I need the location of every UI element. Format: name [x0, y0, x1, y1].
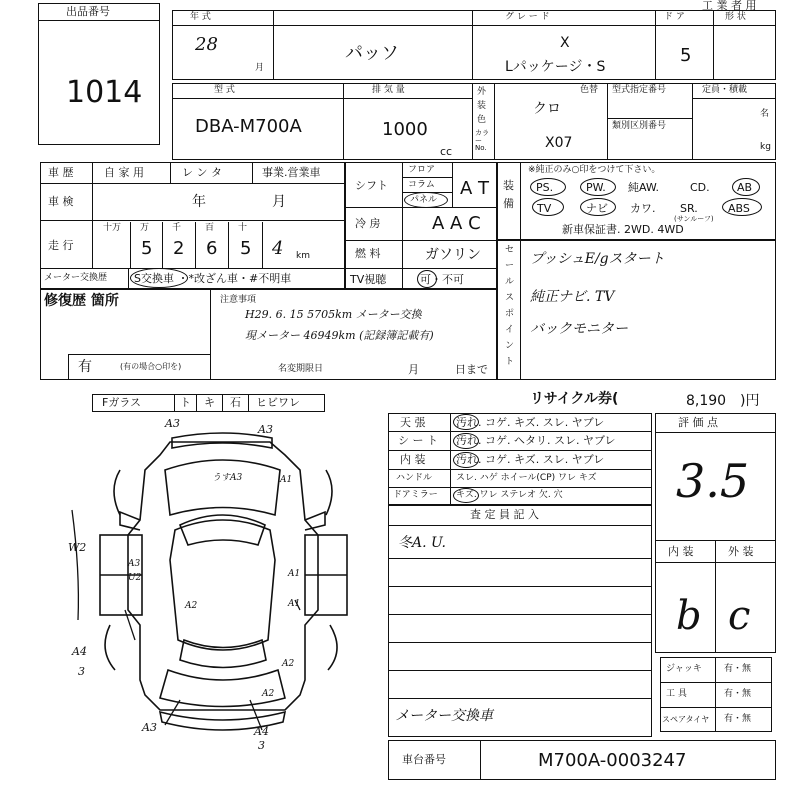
equip-row3: 新車保証書. 2WD. 4WD: [562, 223, 684, 236]
cond-label-interior: 内 装: [400, 453, 426, 466]
mileage-digit-1: 4: [272, 238, 284, 259]
tv-value: 可・不可: [420, 273, 464, 286]
equipment-note: ※純正のみ○印をつけて下さい。: [528, 165, 661, 175]
diagram-mark-front-right: A3: [258, 423, 273, 436]
recycle-label: リサイクル券(: [530, 391, 619, 407]
mileage-unit-10k: 万: [140, 223, 150, 233]
interior-score-label: 内 装: [668, 545, 694, 558]
year-month-unit: 月: [255, 63, 265, 73]
diagram-mark-right-door: A1: [288, 569, 301, 579]
interior-score: b: [676, 593, 702, 639]
mileage-km-unit: km: [296, 251, 310, 261]
displacement-unit: cc: [440, 145, 453, 158]
equipment-char-0: 装: [503, 179, 514, 192]
sales-char-5: イ: [505, 325, 515, 335]
equip-sr: SR.: [680, 202, 698, 215]
cond-value-interior: 汚れ. コゲ. キズ. スレ. ヤブレ: [456, 453, 605, 466]
score-value: 3.5: [676, 454, 750, 508]
meter-history-options: S交換車 ・*改ざん車・#不明車: [134, 272, 292, 285]
history-label: 車 歴: [48, 166, 74, 179]
recycle-amount: 8,190: [686, 393, 727, 409]
repair-value: 有: [78, 359, 92, 375]
equip-leather: カワ.: [630, 202, 656, 215]
diagram-mark-left-door-top: A3: [128, 559, 141, 569]
ac-value: A A C: [432, 213, 481, 234]
notes-label: 注意事項: [220, 295, 257, 305]
equip-ps: PS.: [536, 181, 554, 194]
glass-option-to: ト: [180, 396, 191, 409]
glass-option-stone: 石: [230, 396, 241, 409]
fuel-value: ガソリン: [425, 247, 481, 263]
fuel-label: 燃 料: [355, 247, 381, 260]
sales-line-2: 純正ナビ. TV: [530, 289, 615, 305]
cond-value-seat: 汚れ. コゲ. ヘタリ. スレ. ヤブレ: [456, 434, 616, 447]
door-label: ド ア: [664, 12, 685, 22]
sales-char-2: ル: [505, 277, 515, 287]
name-change-day: 日まで: [455, 363, 488, 376]
equip-aw: 純AW.: [628, 181, 660, 194]
displacement-label: 排 気 量: [372, 85, 405, 95]
name-change-label: 名変期限日: [278, 364, 324, 374]
lot-label: 出品番号: [66, 5, 110, 18]
lot-number: 1014: [66, 75, 143, 110]
grade-label: グ レ ー ド: [505, 12, 550, 22]
repair-label: 修復歴 箇所: [44, 293, 119, 309]
diagram-mark-rear-quarter: A2: [262, 689, 275, 699]
inspection-year: 年: [192, 194, 206, 210]
displacement-value: 1000: [382, 119, 428, 140]
diagram-mark-right-rear-door: A1: [288, 599, 301, 609]
sales-char-0: セ: [505, 245, 515, 255]
equip-cd: CD.: [690, 181, 710, 194]
equipment-char-1: 備: [503, 197, 514, 210]
exterior-color-char-0: 外: [477, 87, 487, 97]
exterior-color-char-1: 装: [477, 101, 487, 111]
diagram-mark-left-rear: A4: [72, 645, 87, 658]
recycle-unit: )円: [740, 393, 760, 409]
exterior-score-label: 外 装: [728, 545, 754, 558]
notes-line-1: H29. 6. 15 5705km メーター交換: [245, 308, 422, 321]
type-designation-label: 型式指定番号: [612, 85, 667, 95]
glass-option-ki: キ: [204, 396, 215, 409]
diagram-mark-rear-right-rank: 3: [258, 739, 265, 752]
history-option-private: 自 家 用: [104, 166, 144, 179]
mileage-unit-1k: 千: [172, 223, 182, 233]
mileage-digit-1k: 2: [173, 238, 185, 259]
mileage-unit-10: 十: [238, 223, 248, 233]
mileage-label: 走 行: [48, 239, 74, 252]
diagram-mark-windshield: W2: [68, 541, 87, 554]
ac-label: 冷 房: [355, 217, 381, 230]
tool-jack-label: ジャッキ: [666, 664, 702, 674]
sales-char-3: ス: [505, 293, 515, 303]
sales-char-1: ー: [505, 261, 515, 271]
cond-label-ceiling: 天 張: [400, 416, 426, 429]
inspector-line-1: 冬A. U.: [398, 535, 446, 551]
history-option-rental: レ ン タ: [182, 166, 222, 179]
tool-kit-label: 工 具: [666, 689, 687, 699]
year-value: 28: [195, 34, 218, 55]
inspection-label: 車 検: [48, 195, 74, 208]
sales-line-1: プッシュE/gスタート: [530, 251, 665, 267]
color-swap-label: 色替: [580, 85, 599, 95]
tool-kit-value: 有・無: [724, 689, 752, 699]
exterior-color-value: クロ: [533, 101, 561, 117]
sales-char-4: ポ: [505, 309, 515, 319]
meter-history-label: メーター交換歴: [44, 273, 108, 283]
diagram-mark-front-left: A3: [165, 417, 180, 430]
mileage-digit-10k: 5: [141, 238, 153, 259]
shift-label: シフト: [355, 179, 388, 192]
type-label: 型 式: [214, 85, 235, 95]
diagram-mark-right-quarter: A2: [282, 659, 295, 669]
mileage-unit-100: 百: [205, 223, 215, 233]
capacity-persons-unit: 名: [760, 109, 770, 119]
shift-value: A T: [460, 178, 490, 199]
equip-ab: AB: [737, 181, 753, 194]
tool-jack-value: 有・無: [724, 664, 752, 674]
class-number-label: 類別区別番号: [612, 121, 667, 131]
name-change-month: 月: [408, 363, 419, 376]
grade-line2: Lパッケージ・S: [505, 59, 606, 75]
repair-note: (有の場合○印を): [120, 362, 182, 371]
diagram-mark-hood: うすA3: [212, 473, 243, 483]
equip-abs: ABS: [728, 202, 750, 215]
door-value: 5: [680, 45, 692, 66]
exterior-score: c: [728, 593, 751, 639]
sales-line-3: バックモニター: [530, 321, 628, 337]
grade-line1: X: [560, 35, 570, 51]
tool-spare-label: スペアタイヤ: [662, 715, 710, 724]
shape-label: 形 状: [725, 12, 746, 22]
score-label: 評 価 点: [678, 416, 718, 429]
glass-option-crack: ヒビワレ: [256, 396, 300, 409]
mileage-unit-100k: 十万: [103, 223, 122, 233]
model-name: パッソ: [345, 43, 399, 64]
capacity-label: 定員・積載: [702, 85, 748, 95]
diagram-mark-left-door-bottom: U2: [128, 573, 142, 583]
inspector-label: 査 定 員 記 入: [470, 508, 539, 521]
cond-value-mirror: キズ. ワレ ステレオ 欠. 穴: [456, 490, 563, 500]
diagram-mark-roof: A2: [185, 601, 198, 611]
equip-pw: PW.: [586, 181, 606, 194]
inspector-line-2: メーター交換車: [395, 708, 493, 724]
shift-option-panel: パネル: [410, 195, 438, 205]
exterior-color-code: X07: [545, 135, 573, 151]
notes-line-2: 現メーター 46949km (記録簿記載有): [245, 329, 434, 342]
capacity-kg-unit: kg: [760, 142, 771, 152]
history-option-commercial: 事業.営業車: [262, 166, 321, 179]
equip-sunroof: (サンルーフ): [674, 215, 714, 223]
glass-label: Fガラス: [102, 396, 141, 409]
mileage-digit-100: 6: [206, 238, 218, 259]
inspection-month: 月: [272, 194, 286, 210]
mileage-digit-10: 5: [240, 238, 252, 259]
equip-navi: ナビ: [586, 202, 608, 215]
tool-spare-value: 有・無: [724, 714, 752, 724]
diagram-mark-right-fender: A1: [280, 475, 293, 485]
top-header-partial: 工 業 者 用: [702, 0, 757, 12]
cond-label-seat: シ ー ト: [398, 434, 438, 447]
type-value: DBA-M700A: [195, 116, 302, 137]
sales-char-7: ト: [505, 357, 515, 367]
exterior-color-char-2: 色: [477, 115, 487, 125]
shift-option-floor: フロア: [408, 165, 436, 175]
chassis-label: 車台番号: [402, 753, 446, 766]
cond-value-handle: スレ. ハゲ ホイール(CP) ワレ キズ: [456, 473, 597, 483]
shift-option-column: コラム: [408, 180, 435, 190]
cond-value-ceiling: 汚れ. コゲ. キズ. スレ. ヤブレ: [456, 416, 605, 429]
color-no-label: カラー No.: [475, 129, 489, 153]
diagram-mark-rear-left: A3: [142, 721, 157, 734]
year-label: 年 式: [190, 12, 211, 22]
equip-tv: TV: [537, 202, 552, 215]
sales-char-6: ン: [505, 341, 515, 351]
tv-label: TV視聴: [350, 273, 387, 286]
chassis-value: M700A-0003247: [538, 750, 687, 771]
cond-label-mirror: ドアミラー: [393, 490, 438, 500]
diagram-mark-left-rear-rank: 3: [78, 665, 85, 678]
diagram-mark-rear-right: A4: [254, 725, 269, 738]
cond-label-handle: ハンドル: [396, 473, 433, 483]
